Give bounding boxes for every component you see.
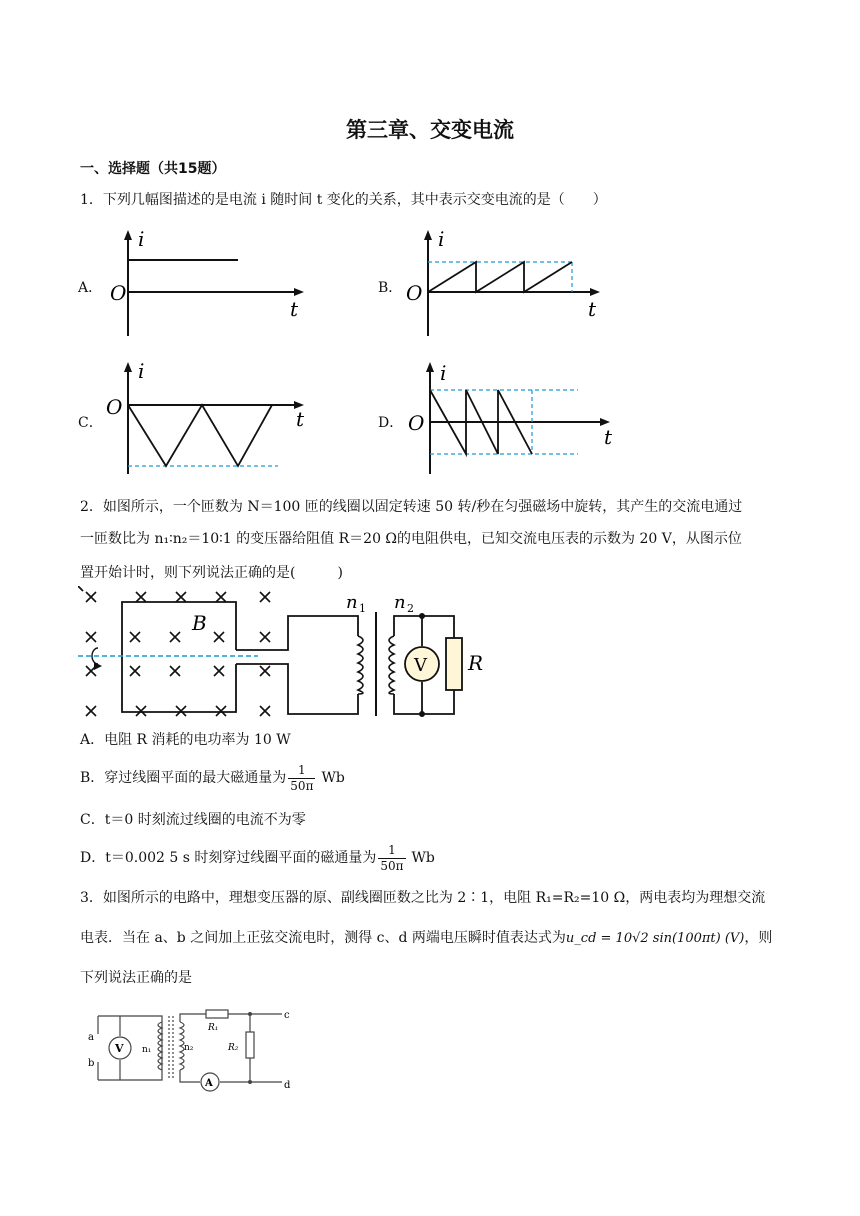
q2-option-d[interactable] (80, 842, 435, 874)
magnetic-field-crosses (78, 586, 83, 591)
q1-stem: 1．下列几幅图描述的是电流 i 随时间 t 变化的关系，其中表示交变电流的是（ ） (80, 192, 607, 208)
q1a-t-label: t (290, 297, 299, 321)
q1-graph-b[interactable] (400, 226, 610, 342)
q2-option-d-unit: Wb (411, 850, 435, 866)
q1c-origin-label: O (106, 395, 123, 419)
q2-fig-n1-label: n (346, 592, 358, 613)
q3-fig-c-label: c (284, 1010, 290, 1021)
q2-option-b-unit: Wb (321, 770, 345, 786)
q2-option-d-text: D．t＝0.002 5 s 时刻穿过线圈平面的磁通量为 (80, 850, 377, 866)
q3-fig-a-label: a (88, 1032, 94, 1043)
page-title: 第三章、交变电流 (346, 118, 514, 142)
q2-line3: 置开始计时，则下列说法正确的是( ) (80, 565, 343, 581)
q1-graph-a[interactable] (100, 226, 320, 342)
q2-line1: 2．如图所示，一个匝数为 N＝100 匝的线圈以固定转速 50 转/秒在匀强磁场中旋转，其产生的交流电通过 (80, 499, 743, 515)
q1-option-a-label: A． (78, 280, 103, 296)
q1c-t-label: t (296, 407, 305, 431)
q1b-i-label: i (438, 227, 445, 251)
q3-fig-n1-label: n₁ (142, 1045, 152, 1055)
q2-line2: 一匝数比为 n₁∶n₂＝10∶1 的变压器给阻值 R＝20 Ω的电阻供电，已知交流电压表的示数为 20 V，从图示位 (80, 531, 742, 547)
q2-fig-n2-label: n (394, 592, 406, 613)
q1b-t-label: t (588, 297, 597, 321)
fraction: $\frac{1}{50\pi}$ (290, 762, 314, 793)
q2-option-a[interactable]: A．电阻 R 消耗的电功率为 10 W (80, 732, 291, 748)
q1d-i-label: i (440, 361, 447, 385)
q1a-origin-label: O (110, 281, 127, 305)
fraction: $\frac{1}{50\pi}$ (380, 842, 404, 873)
q3-formula: u_cd = 10√2 sin(100πt) (V) (565, 931, 745, 946)
q1-option-c-label: C． (78, 415, 103, 431)
q3-fig-d-label: d (284, 1080, 291, 1091)
q3-fig-r2-label: R₂ (228, 1043, 239, 1053)
q1d-t-label: t (604, 425, 613, 449)
q1a-i-label: i (138, 227, 145, 251)
q2-fig-v-label: V (414, 655, 427, 676)
q1-graph-c[interactable] (100, 358, 320, 476)
q2-fig-b-label: B (192, 611, 207, 635)
q3-fig-r1-label: R₁ (208, 1023, 219, 1033)
q1d-origin-label: O (408, 411, 425, 435)
q3-fig-v-label: V (115, 1042, 124, 1055)
q2-option-b[interactable] (80, 762, 345, 794)
q1-graph-d[interactable] (400, 358, 620, 476)
section-heading: 一、选择题（共15题） (80, 161, 226, 177)
q3-fig-a-meter-label: A (205, 1078, 213, 1089)
q1b-origin-label: O (406, 281, 423, 305)
q3-line3: 下列说法正确的是 (80, 970, 192, 986)
q1-option-d-label: D． (378, 415, 404, 431)
q3-fig-n2-label: n₂ (184, 1043, 194, 1053)
q2-circuit-figure (78, 586, 498, 722)
q3-fig-b-label: b (88, 1058, 95, 1069)
q2-fig-n1-sub: 1 (359, 602, 366, 615)
q2-option-b-text: B．穿过线圈平面的最大磁通量为 (80, 770, 287, 786)
q2-option-c[interactable]: C．t＝0 时刻流过线圈的电流不为零 (80, 812, 306, 828)
q3-line2: 电表．当在 a、b 之间加上正弦交流电时，测得 c、d 两端电压瞬时值表达式为u_cd = 10√2 sin(100πt) (V)，则 (80, 930, 773, 946)
resistor-icon (446, 638, 462, 690)
q2-fig-r-label: R (468, 651, 484, 675)
q3-circuit-figure (86, 1006, 296, 1092)
q1c-i-label: i (138, 359, 145, 383)
q3-line1: 3．如图所示的电路中，理想变压器的原、副线圈匝数之比为 2∶1，电阻 R₁=R₂=10 Ω，两电表均为理想交流 (80, 890, 766, 906)
q2-fig-n2-sub: 2 (407, 602, 414, 615)
q1-option-b-label: B． (378, 280, 403, 296)
